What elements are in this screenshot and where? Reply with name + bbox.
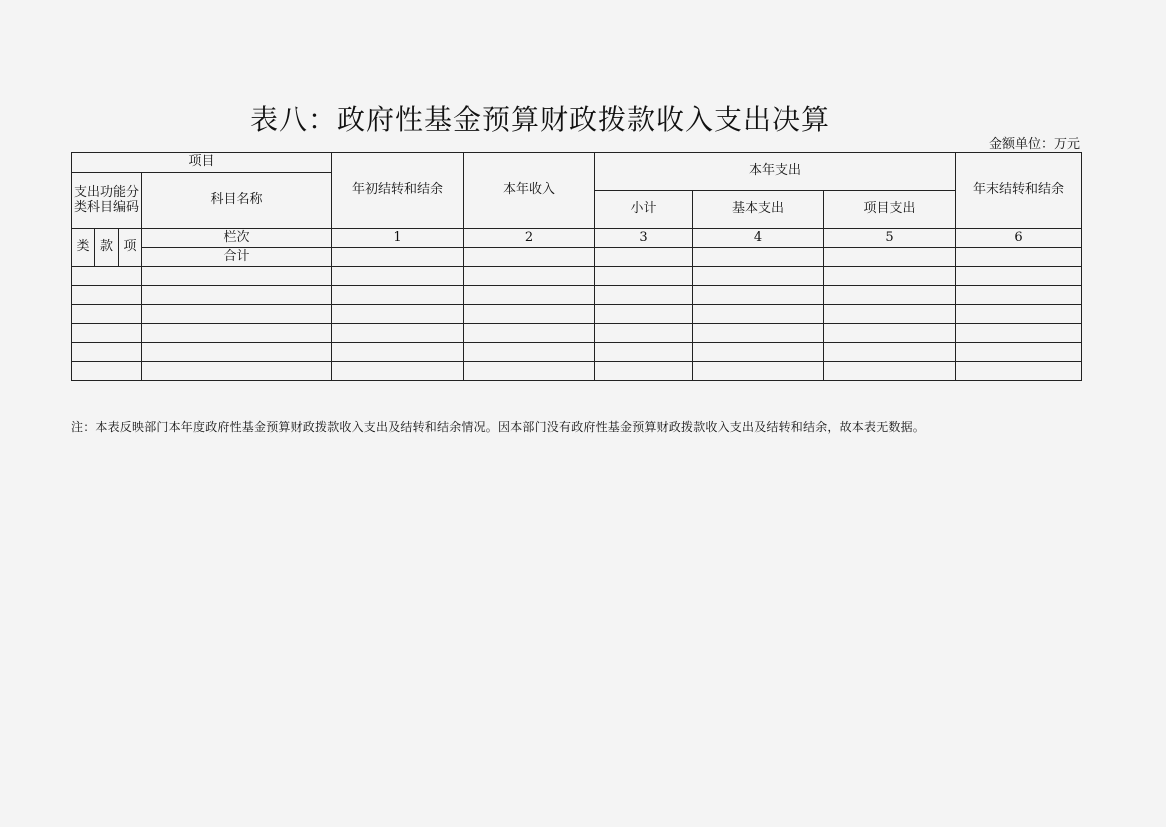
empty-cell [142,286,332,305]
empty-cell [595,305,693,324]
empty-cell [824,362,956,381]
total-cell [464,248,595,267]
table-row [72,343,1082,362]
empty-cell [464,362,595,381]
code-col-xiang: 项 [119,229,142,267]
empty-cell [693,343,824,362]
unit-label: 金额单位：万元 [988,137,1080,152]
empty-cell [693,286,824,305]
table-row [72,305,1082,324]
sub-project-header: 项目支出 [824,191,956,229]
empty-cell [332,267,464,286]
empty-cell [142,343,332,362]
empty-cell [824,324,956,343]
project-header: 项目 [72,153,332,173]
empty-cell [595,286,693,305]
total-cell [824,248,956,267]
empty-cell [72,286,142,305]
total-cell [332,248,464,267]
empty-cell [72,305,142,324]
empty-cell [956,267,1082,286]
empty-cell [595,324,693,343]
col-number-2: 2 [464,229,595,248]
empty-cell [464,305,595,324]
empty-cell [464,324,595,343]
col-number-5: 5 [824,229,956,248]
empty-cell [693,324,824,343]
total-cell [693,248,824,267]
sub-basic-header: 基本支出 [693,191,824,229]
code-header: 支出功能分类科目编码 [72,173,142,229]
table-row [72,286,1082,305]
page-title: 表八：政府性基金预算财政拨款收入支出决算 [249,103,830,136]
empty-cell [332,305,464,324]
empty-cell [693,362,824,381]
empty-cell [464,267,595,286]
code-col-lei: 类 [72,229,95,267]
empty-cell [956,324,1082,343]
empty-cell [142,324,332,343]
total-label: 合计 [142,248,332,267]
col-begin-header: 年初结转和结余 [332,153,464,229]
empty-cell [142,362,332,381]
col-number-4: 4 [693,229,824,248]
code-col-kuan: 款 [95,229,119,267]
total-cell [595,248,693,267]
empty-cell [595,362,693,381]
row-number-label: 栏次 [142,229,332,248]
empty-cell [824,267,956,286]
sub-subtotal-header: 小计 [595,191,693,229]
col-income-header: 本年收入 [464,153,595,229]
col-number-1: 1 [332,229,464,248]
table-row [72,324,1082,343]
empty-cell [72,343,142,362]
total-cell [956,248,1082,267]
empty-cell [595,267,693,286]
empty-cell [956,286,1082,305]
empty-cell [824,305,956,324]
fund-table [71,152,1082,381]
empty-cell [142,267,332,286]
empty-cell [956,362,1082,381]
empty-cell [693,267,824,286]
footnote: 注：本表反映部门本年度政府性基金预算财政拨款收入支出及结转和结余情况。因本部门没有政府性基金预算财政拨款收入支出及结转和结余，故本表无数据。 [71,420,926,434]
empty-cell [595,343,693,362]
col-expense-header: 本年支出 [595,153,956,191]
empty-cell [464,286,595,305]
empty-cell [824,343,956,362]
empty-cell [824,286,956,305]
empty-cell [72,362,142,381]
col-number-6: 6 [956,229,1082,248]
empty-cell [332,362,464,381]
empty-cell [142,305,332,324]
col-number-3: 3 [595,229,693,248]
empty-cell [693,305,824,324]
name-header: 科目名称 [142,173,332,229]
table-row [72,267,1082,286]
empty-cell [332,343,464,362]
empty-cell [956,343,1082,362]
empty-cell [464,343,595,362]
empty-cell [956,305,1082,324]
col-end-header: 年末结转和结余 [956,153,1082,229]
empty-cell [332,324,464,343]
empty-cell [332,286,464,305]
table-row [72,362,1082,381]
empty-cell [72,267,142,286]
empty-cell [72,324,142,343]
